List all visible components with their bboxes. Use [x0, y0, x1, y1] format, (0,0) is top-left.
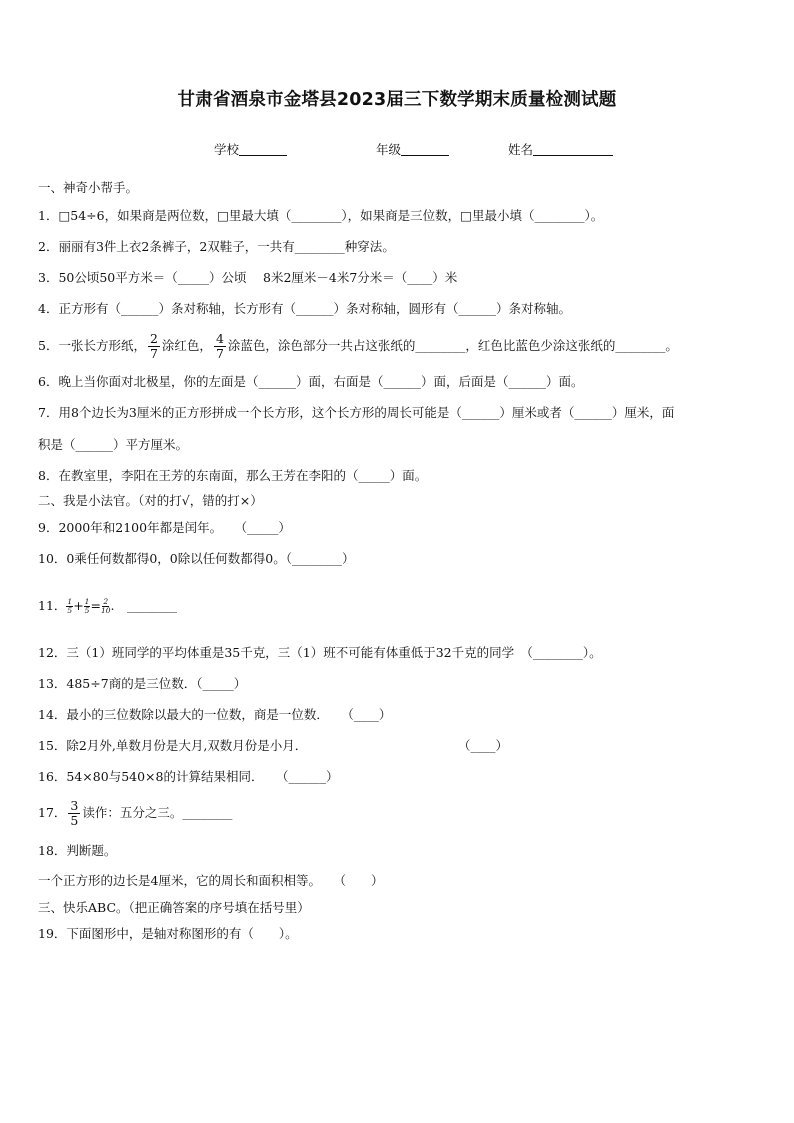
question-12: 12．三（1）班同学的平均体重是35千克，三（1）班不可能有体重低于32千克的同学 （________）。	[38, 645, 602, 660]
question-11	[38, 596, 177, 616]
question-5-text-b: 涂红色，	[161, 338, 212, 353]
name-field	[508, 140, 613, 158]
school-blank[interactable]	[239, 143, 287, 156]
school-label: 学校	[214, 142, 240, 157]
fraction-3-5: $\frac{3}{5}$	[70, 798, 79, 828]
question-9: 9．2000年和2100年都是闰年。 （_____）	[38, 520, 291, 535]
question-3: 3．50公顷50平方米＝（_____）公顷 8米2厘米－4米7分米＝（____）米	[38, 270, 458, 285]
question-17	[38, 796, 232, 830]
grade-field	[376, 140, 449, 158]
grade-blank[interactable]	[401, 143, 449, 156]
section-2-heading: 二、我是小法官。（对的打√，错的打×）	[38, 493, 263, 508]
plus-sign: +	[73, 598, 84, 613]
question-11-number: 11．	[38, 598, 67, 613]
question-4: 4．正方形有（______）条对称轴，长方形有（______）条对称轴，圆形有（______）条对称轴。	[38, 301, 571, 316]
question-18: 18．判断题。	[38, 843, 117, 858]
question-7-line-2: 积是（______）平方厘米。	[38, 437, 189, 452]
question-19: 19．下面图形中，是轴对称图形的有（ ）。	[38, 926, 298, 941]
school-field	[214, 140, 287, 158]
fraction-1-5-a: $\frac{1}{5}$	[67, 597, 73, 615]
question-6: 6．晚上当你面对北极星，你的左面是（______）面，右面是（______）面，后面是（______）面。	[38, 374, 584, 389]
question-14: 14．最小的三位数除以最大的一位数，商是一位数． （____）	[38, 707, 392, 722]
question-10: 10．0乘任何数都得0，0除以任何数都得0。（________）	[38, 551, 355, 566]
question-17-number: 17．	[38, 805, 67, 820]
question-1: 1．□54÷6，如果商是两位数，□里最大填（________），如果商是三位数，□里最小填（________）。	[38, 208, 604, 223]
question-15-answer: （____）	[458, 738, 509, 753]
question-16: 16．54×80与540×8的计算结果相同． （______）	[38, 769, 339, 784]
fraction-1-5-b: $\frac{1}{5}$	[84, 597, 90, 615]
question-5-text-a: 5．一张长方形纸，	[38, 338, 146, 353]
equals-sign: =	[90, 598, 101, 613]
name-blank[interactable]	[533, 143, 613, 156]
fraction-2-7: $\frac{2}{7}$	[149, 331, 158, 361]
grade-label: 年级	[376, 142, 402, 157]
question-15: 15．除2月外,单数月份是大月,双数月份是小月．	[38, 738, 308, 753]
fraction-2-10: $\frac{2}{10}$	[100, 597, 111, 615]
question-5	[38, 329, 678, 363]
question-5-text-c: 涂蓝色，涂色部分一共占这张纸的________，红色比蓝色少涂这张纸的________。	[227, 338, 678, 353]
question-7-line-1: 7．用8个边长为3厘米的正方形拼成一个长方形，这个长方形的周长可能是（______）厘米或者（______）厘米，面	[38, 405, 675, 420]
question-2: 2．丽丽有3件上衣2条裤子，2双鞋子，一共有________种穿法。	[38, 239, 395, 254]
question-18-statement: 一个正方形的边长是4厘米，它的周长和面积相等。 （ ）	[38, 873, 384, 888]
page-title: 甘肃省酒泉市金塔县2023届三下数学期末质量检测试题	[177, 90, 617, 110]
question-13: 13．485÷7商的是三位数．（_____）	[38, 676, 247, 691]
fraction-4-7: $\frac{4}{7}$	[215, 331, 224, 361]
question-17-text: 读作：五分之三。________	[82, 805, 233, 820]
section-3-heading: 三、快乐ABC。（把正确答案的序号填在括号里）	[38, 900, 310, 915]
section-1-heading: 一、神奇小帮手。	[38, 180, 139, 195]
question-8: 8．在教室里，李阳在王芳的东南面，那么王芳在李阳的（_____）面。	[38, 468, 428, 483]
question-11-answer-blank: . ________	[110, 598, 177, 613]
name-label: 姓名	[508, 142, 534, 157]
